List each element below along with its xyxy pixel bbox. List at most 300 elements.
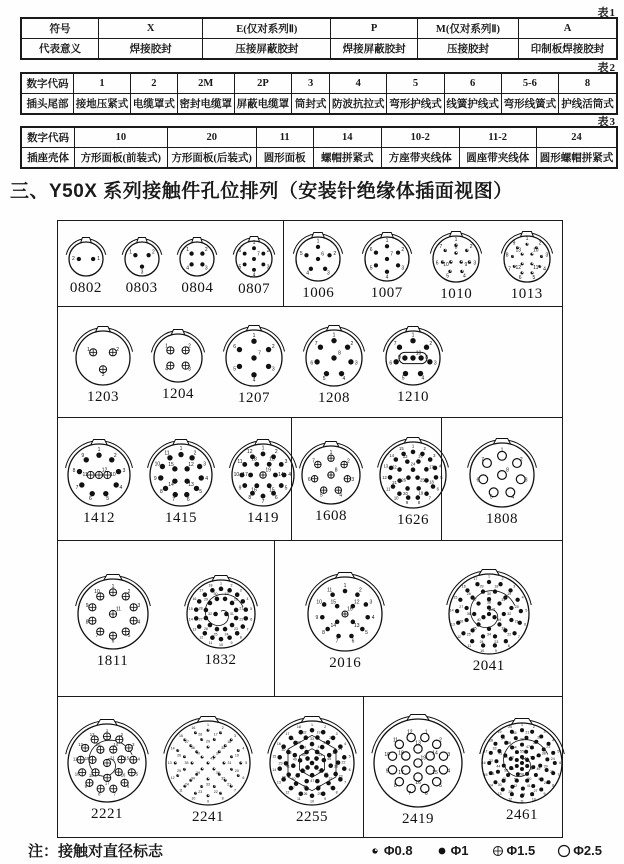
svg-text:14: 14 — [188, 617, 193, 622]
table-cell: 印制板焊接胶封 — [519, 39, 617, 60]
svg-text:47: 47 — [310, 778, 315, 783]
svg-text:1: 1 — [316, 238, 320, 245]
svg-text:4: 4 — [306, 270, 310, 277]
table-cell: 2 — [131, 73, 177, 94]
connector-label: 2241 — [192, 808, 224, 825]
svg-text:4: 4 — [421, 375, 425, 382]
svg-text:37: 37 — [215, 751, 220, 756]
svg-text:58: 58 — [520, 772, 524, 777]
svg-text:9: 9 — [207, 799, 209, 804]
svg-text:3: 3 — [354, 359, 358, 366]
connector-diagram — [58, 712, 156, 808]
svg-text:14: 14 — [170, 746, 175, 751]
svg-text:2: 2 — [205, 246, 209, 253]
svg-text:5: 5 — [233, 365, 237, 372]
connector-diagram — [68, 567, 158, 655]
svg-text:13: 13 — [383, 463, 389, 469]
table-2 — [20, 72, 618, 115]
svg-text:6: 6 — [351, 638, 355, 645]
svg-text:9: 9 — [153, 475, 157, 482]
svg-text:11: 11 — [179, 787, 183, 792]
svg-text:37: 37 — [472, 598, 477, 603]
svg-text:18: 18 — [208, 583, 213, 588]
table-cell: 5-6 — [501, 73, 558, 94]
svg-text:9: 9 — [238, 485, 242, 492]
table-cell: P — [331, 18, 417, 39]
svg-text:20: 20 — [329, 735, 334, 740]
svg-text:10: 10 — [415, 350, 422, 357]
svg-text:27: 27 — [290, 785, 295, 790]
svg-text:15: 15 — [330, 599, 337, 606]
svg-text:2: 2 — [519, 456, 523, 463]
svg-text:9: 9 — [512, 240, 516, 247]
svg-text:10: 10 — [532, 247, 539, 254]
svg-text:21: 21 — [238, 606, 243, 611]
svg-text:9: 9 — [229, 641, 232, 646]
svg-text:5: 5 — [489, 494, 493, 501]
svg-text:10: 10 — [393, 494, 399, 500]
svg-text:39: 39 — [497, 618, 502, 623]
svg-text:13: 13 — [415, 740, 421, 747]
diagram-row — [58, 540, 562, 696]
table-cell: 弯形线簧式 — [501, 94, 558, 115]
svg-text:21: 21 — [392, 479, 397, 485]
svg-text:19: 19 — [223, 591, 228, 596]
table-cell: 1 — [73, 73, 130, 94]
svg-text:43: 43 — [501, 776, 506, 781]
svg-text:18: 18 — [429, 479, 434, 485]
svg-text:4: 4 — [439, 463, 442, 469]
svg-text:8: 8 — [159, 488, 163, 495]
svg-text:1: 1 — [252, 332, 256, 339]
svg-text:22: 22 — [238, 617, 243, 622]
connector-label: 1608 — [315, 507, 347, 524]
svg-text:1: 1 — [186, 246, 190, 253]
connector-diagram — [177, 568, 265, 654]
svg-text:9: 9 — [385, 768, 389, 775]
svg-text:11: 11 — [208, 641, 212, 646]
svg-text:19: 19 — [507, 592, 512, 597]
svg-text:14: 14 — [330, 623, 337, 630]
diagram-cell — [274, 541, 562, 696]
svg-text:5: 5 — [319, 491, 323, 498]
svg-text:6: 6 — [111, 638, 114, 645]
svg-text:7: 7 — [507, 266, 511, 273]
connector-0807 — [226, 229, 282, 298]
svg-text:21: 21 — [110, 755, 115, 761]
svg-text:14: 14 — [278, 471, 284, 478]
svg-text:16: 16 — [481, 760, 486, 765]
svg-text:39: 39 — [543, 764, 548, 769]
diagram-cell — [363, 697, 572, 837]
table-cell: 方座带夹线体 — [382, 148, 459, 169]
svg-text:13: 13 — [515, 247, 521, 254]
connector-label: 1208 — [318, 389, 350, 406]
svg-text:1: 1 — [87, 346, 90, 353]
svg-text:36: 36 — [520, 737, 524, 742]
svg-text:23: 23 — [494, 640, 499, 645]
svg-text:2: 2 — [193, 450, 197, 457]
connector-1010 — [423, 224, 489, 303]
svg-text:2: 2 — [116, 346, 119, 353]
svg-text:27: 27 — [459, 604, 464, 609]
svg-text:4: 4 — [372, 615, 375, 622]
svg-text:46: 46 — [507, 740, 512, 745]
svg-text:2: 2 — [127, 589, 130, 596]
svg-text:1: 1 — [385, 237, 389, 244]
svg-text:7: 7 — [75, 484, 79, 491]
connector-label: 0802 — [69, 279, 102, 296]
svg-text:8: 8 — [551, 783, 554, 788]
connector-diagram — [292, 434, 370, 510]
svg-text:8: 8 — [506, 467, 509, 474]
svg-text:12: 12 — [354, 599, 360, 606]
svg-text:9: 9 — [315, 615, 319, 622]
svg-text:41: 41 — [526, 783, 531, 788]
connector-diagram — [494, 224, 560, 288]
connector-label: 1811 — [96, 653, 129, 670]
connector-0802 — [59, 230, 113, 297]
connector-label: 2419 — [402, 810, 434, 827]
svg-text:13: 13 — [269, 456, 275, 463]
table-cell: 5 — [387, 73, 444, 94]
connector-label: 0807 — [238, 280, 271, 297]
svg-text:15: 15 — [272, 754, 277, 759]
svg-text:2: 2 — [71, 256, 75, 263]
svg-text:18: 18 — [88, 772, 94, 778]
svg-text:1: 1 — [97, 256, 100, 263]
svg-text:49: 49 — [536, 766, 541, 771]
svg-text:10: 10 — [74, 771, 80, 777]
svg-text:26: 26 — [401, 477, 407, 483]
table-cell: 防波抗拉式 — [330, 94, 387, 115]
connector-diagram — [423, 224, 489, 288]
svg-text:7: 7 — [257, 251, 260, 258]
svg-text:5: 5 — [127, 633, 130, 640]
svg-text:10: 10 — [310, 799, 314, 804]
svg-text:38: 38 — [316, 784, 321, 789]
diagram-cell — [58, 541, 274, 696]
svg-text:11: 11 — [82, 471, 88, 478]
svg-text:4: 4 — [463, 273, 467, 280]
svg-text:32: 32 — [488, 758, 493, 763]
svg-text:7: 7 — [172, 496, 176, 503]
svg-text:16: 16 — [276, 741, 281, 746]
svg-text:13: 13 — [450, 622, 455, 627]
svg-text:12: 12 — [188, 461, 194, 468]
legend-item-d08 — [368, 843, 413, 858]
svg-text:2: 2 — [350, 340, 354, 347]
diagram-cell — [58, 697, 363, 837]
svg-text:60: 60 — [510, 755, 515, 760]
svg-text:5: 5 — [369, 265, 373, 272]
svg-text:8: 8 — [72, 467, 76, 474]
svg-text:3: 3 — [524, 477, 528, 484]
svg-text:2: 2 — [113, 452, 117, 459]
svg-text:7: 7 — [517, 635, 520, 640]
legend-d08-icon — [368, 844, 382, 858]
svg-text:33: 33 — [501, 626, 506, 631]
svg-text:12: 12 — [101, 467, 108, 474]
svg-text:19: 19 — [265, 467, 271, 474]
svg-text:7: 7 — [481, 456, 485, 463]
svg-text:10: 10 — [479, 649, 484, 654]
svg-text:1: 1 — [165, 343, 168, 350]
svg-text:4: 4 — [246, 597, 249, 602]
svg-text:12: 12 — [170, 775, 175, 780]
svg-text:18: 18 — [489, 738, 494, 743]
svg-text:3: 3 — [205, 265, 209, 272]
svg-text:22: 22 — [213, 789, 218, 794]
svg-text:20: 20 — [403, 490, 408, 496]
svg-text:55: 55 — [520, 749, 524, 754]
diagram-cell — [58, 418, 291, 540]
svg-text:50: 50 — [302, 745, 307, 750]
table-tag: 表3 — [597, 116, 616, 128]
svg-text:46: 46 — [323, 771, 328, 776]
table-3 — [20, 126, 618, 169]
svg-text:2: 2 — [188, 343, 191, 350]
connector-label: 1832 — [204, 652, 237, 669]
svg-text:14: 14 — [432, 750, 438, 757]
svg-text:10: 10 — [531, 797, 536, 802]
svg-text:11: 11 — [467, 644, 471, 649]
svg-text:12: 12 — [456, 635, 461, 640]
svg-text:9: 9 — [85, 602, 89, 609]
svg-text:11: 11 — [392, 737, 399, 744]
svg-text:9: 9 — [405, 499, 409, 505]
svg-text:13: 13 — [354, 623, 360, 630]
svg-text:25: 25 — [213, 632, 218, 637]
svg-text:54: 54 — [512, 745, 517, 750]
svg-text:34: 34 — [500, 736, 505, 741]
svg-text:25: 25 — [177, 768, 182, 773]
svg-text:4: 4 — [252, 272, 256, 279]
svg-text:20: 20 — [514, 604, 519, 609]
svg-text:29: 29 — [203, 597, 208, 602]
svg-text:36: 36 — [190, 745, 195, 750]
svg-text:24: 24 — [330, 785, 335, 790]
connector-diagram — [355, 225, 419, 287]
legend-d1-icon — [435, 844, 449, 858]
svg-text:6: 6 — [233, 343, 237, 350]
svg-text:41: 41 — [491, 607, 496, 612]
svg-text:7: 7 — [428, 494, 431, 500]
svg-text:7: 7 — [439, 244, 443, 251]
svg-text:11: 11 — [327, 587, 333, 594]
svg-text:18: 18 — [296, 724, 301, 729]
table-cell: 4 — [330, 73, 387, 94]
table-cell: 螺帽拼紧式 — [313, 148, 382, 169]
connector-label: 2221 — [91, 805, 123, 822]
svg-text:25: 25 — [466, 632, 471, 637]
svg-text:39: 39 — [196, 770, 201, 775]
svg-text:38: 38 — [215, 770, 220, 775]
svg-text:8: 8 — [335, 790, 338, 795]
svg-text:40: 40 — [538, 776, 543, 781]
table-cell: 压接胶封 — [417, 39, 518, 60]
svg-text:6: 6 — [476, 477, 480, 484]
svg-text:14: 14 — [113, 741, 118, 747]
svg-text:17: 17 — [198, 588, 203, 593]
svg-text:29: 29 — [479, 584, 484, 589]
svg-text:3: 3 — [140, 269, 144, 276]
svg-text:12: 12 — [406, 729, 413, 736]
svg-text:41: 41 — [210, 756, 215, 761]
svg-text:37: 37 — [328, 776, 333, 781]
svg-text:2: 2 — [229, 583, 232, 588]
svg-text:38: 38 — [486, 600, 491, 605]
svg-text:12: 12 — [78, 741, 83, 747]
connector-label: 1203 — [87, 388, 119, 405]
table-cell: 密封电缆罩 — [177, 94, 234, 115]
connector-label: 1808 — [486, 510, 518, 527]
svg-text:15: 15 — [432, 769, 438, 776]
svg-text:1: 1 — [332, 331, 336, 338]
svg-text:18: 18 — [398, 750, 404, 757]
svg-text:4: 4 — [119, 484, 123, 491]
connector-diagram — [66, 319, 140, 391]
svg-text:1: 1 — [525, 235, 529, 242]
svg-text:4: 4 — [288, 471, 291, 478]
table-cell: X — [98, 18, 202, 39]
svg-text:8: 8 — [322, 630, 326, 637]
svg-text:7: 7 — [261, 498, 265, 505]
table-cell: 插头尾部 — [21, 94, 73, 115]
svg-text:11: 11 — [164, 450, 170, 457]
svg-text:14: 14 — [168, 481, 174, 488]
svg-text:3: 3 — [239, 588, 242, 593]
svg-text:6: 6 — [238, 247, 242, 254]
svg-text:18: 18 — [494, 584, 499, 589]
svg-text:6: 6 — [518, 275, 522, 282]
diagram-cell — [58, 307, 562, 418]
connector-diagram — [298, 565, 392, 657]
svg-text:32: 32 — [507, 612, 512, 617]
svg-text:3: 3 — [433, 452, 436, 458]
svg-text:61: 61 — [524, 756, 529, 761]
svg-text:32: 32 — [207, 612, 212, 617]
svg-text:4: 4 — [447, 768, 451, 775]
svg-text:12: 12 — [246, 448, 253, 455]
svg-text:7: 7 — [314, 340, 318, 347]
table-cell: 方形面板(后装式) — [167, 148, 256, 169]
svg-text:26: 26 — [303, 791, 308, 796]
svg-text:8: 8 — [248, 494, 252, 501]
footnote-row — [28, 840, 614, 861]
svg-text:4: 4 — [542, 266, 546, 273]
svg-text:50: 50 — [527, 776, 532, 781]
svg-text:28: 28 — [281, 775, 286, 780]
svg-text:1: 1 — [521, 722, 523, 727]
svg-text:11: 11 — [532, 264, 539, 271]
table-cell: 10 — [75, 127, 167, 148]
svg-text:5: 5 — [199, 488, 203, 495]
svg-text:2: 2 — [469, 244, 473, 251]
connector-1412 — [58, 432, 140, 527]
svg-text:25: 25 — [419, 477, 425, 483]
svg-text:5: 5 — [348, 754, 351, 759]
connector-diagram — [460, 431, 544, 513]
svg-text:15: 15 — [453, 595, 458, 600]
svg-text:8: 8 — [85, 619, 89, 626]
table-cell: 11-2 — [459, 127, 536, 148]
svg-text:2: 2 — [333, 250, 337, 257]
diagram-row — [58, 417, 562, 540]
svg-text:20: 20 — [95, 741, 101, 747]
connector-diagram — [59, 230, 113, 282]
svg-text:6: 6 — [274, 494, 278, 501]
svg-text:43: 43 — [296, 740, 301, 745]
svg-text:5: 5 — [238, 264, 242, 271]
svg-text:8: 8 — [454, 244, 458, 251]
svg-text:2: 2 — [429, 340, 433, 347]
svg-text:1: 1 — [179, 445, 183, 452]
svg-text:57: 57 — [529, 766, 534, 771]
svg-text:6: 6 — [242, 775, 245, 780]
svg-text:55: 55 — [314, 756, 319, 761]
svg-text:2: 2 — [266, 247, 270, 254]
diagram-cell — [291, 418, 441, 540]
svg-text:5: 5 — [401, 375, 405, 382]
connector-2041 — [439, 562, 539, 675]
svg-text:13: 13 — [167, 760, 172, 765]
svg-text:1: 1 — [311, 722, 313, 727]
svg-text:33: 33 — [492, 746, 497, 751]
svg-text:6: 6 — [127, 783, 130, 789]
svg-text:2: 2 — [120, 731, 124, 737]
svg-text:1: 1 — [411, 331, 415, 338]
connector-1013 — [494, 224, 560, 303]
svg-text:15: 15 — [269, 487, 275, 494]
svg-text:1: 1 — [487, 574, 490, 579]
diagram-cell — [283, 221, 562, 306]
svg-text:35: 35 — [184, 760, 189, 765]
svg-text:3: 3 — [234, 733, 237, 738]
svg-text:7: 7 — [246, 627, 249, 632]
svg-text:8: 8 — [507, 644, 510, 649]
svg-text:39: 39 — [303, 784, 308, 789]
legend-label: Φ0.8 — [383, 843, 413, 858]
svg-text:31: 31 — [490, 771, 495, 776]
connector-label: 2461 — [506, 806, 538, 823]
svg-text:27: 27 — [533, 788, 538, 793]
svg-text:7: 7 — [344, 780, 347, 785]
svg-text:1: 1 — [329, 449, 333, 456]
svg-text:53: 53 — [503, 754, 508, 759]
svg-text:3: 3 — [271, 365, 275, 372]
svg-text:4: 4 — [252, 377, 256, 384]
svg-text:6: 6 — [321, 251, 325, 258]
connector-diagram — [144, 322, 212, 388]
table-cell: 圆形螺帽拼紧式 — [536, 148, 617, 169]
svg-text:30: 30 — [486, 592, 491, 597]
svg-text:2: 2 — [271, 343, 275, 350]
svg-text:3: 3 — [136, 602, 140, 609]
svg-text:21: 21 — [525, 730, 530, 735]
svg-text:27: 27 — [184, 739, 189, 744]
svg-text:3: 3 — [266, 264, 270, 271]
connector-label: 0803 — [125, 279, 158, 296]
svg-text:5: 5 — [245, 760, 248, 765]
svg-text:10: 10 — [191, 796, 196, 801]
svg-text:49: 49 — [292, 757, 297, 762]
svg-text:1: 1 — [105, 727, 109, 733]
svg-text:1: 1 — [97, 446, 101, 453]
svg-text:32: 32 — [302, 730, 307, 735]
svg-text:9: 9 — [324, 796, 327, 801]
svg-text:11: 11 — [520, 799, 524, 804]
